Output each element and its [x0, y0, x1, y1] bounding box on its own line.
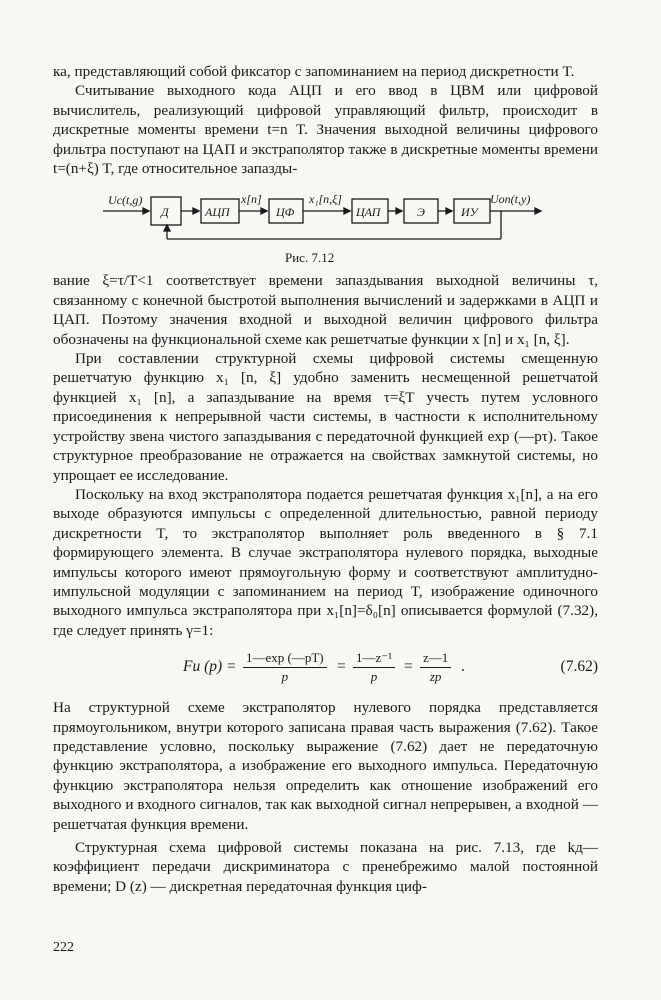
formula-lhs: Fи (p) = — [183, 658, 237, 676]
block-dac-label: ЦАП — [356, 205, 381, 220]
formula-frac-3: $\frac{z—1}{zp}$ — [420, 649, 451, 686]
block-diagram — [53, 181, 598, 269]
formula-7-62: Fи (p) = $\frac{1—\exp (—pT)}{p}$ = $\frac{\text{1—z⁻¹}}{p}$ = $\frac{z—1}{zp}$ . (7.62) — [183, 650, 598, 685]
figure-caption: Рис. 7.12 — [285, 250, 335, 266]
block-d-label: Д — [161, 205, 169, 220]
block-e-label: Э — [417, 205, 425, 220]
block-cf-label: ЦФ — [276, 205, 295, 220]
page-number: 222 — [53, 940, 74, 955]
paragraph-1: Считывание выходного кода АЦП и его ввод в ЦВМ или цифровой вычислитель, реализующий цифровой управляющий фильтр, происходит в дискретные моменты времени t=n T. Значения выходной величины цифрового фильтра поступают на ЦАП и экстраполятор также в дискретные моменты времени t=(n+ξ) T, где относительное запазды- — [53, 82, 598, 178]
output-label: Uоп(t,y) — [490, 192, 531, 207]
paragraph-5: На структурной схеме экстраполятор нулевого порядка представляется прямоугольником, внутри которого записана правая часть выражения (7.62). Такое представление условно, поскольку выражение (7.62) дает не передаточную функцию экстраполятора, а изображение его выходного импульса. Передаточную функцию экстраполятора нельзя определить как отношение изображений его выходного и входного сигналов, так как выходной сигнал непрерывен, а входной — решетчатая функция времени. — [53, 699, 598, 833]
formula-number: (7.62) — [560, 658, 598, 676]
figure-block-diagram — [53, 181, 598, 269]
paragraph-0: ка, представляющий собой фиксатор с запоминанием на период дискретности T. — [53, 63, 575, 80]
formula-frac-1: $\frac{1—\exp (—pT)}{p}$ — [243, 649, 327, 686]
input-label: Uc(t,g) — [108, 193, 143, 208]
input-arrow — [143, 208, 149, 214]
page-body — [53, 62, 598, 896]
formula-frac-2: $\frac{\text{1—z⁻¹}}{p}$ — [353, 649, 395, 686]
block-adc-label: АЦП — [205, 205, 230, 220]
block-iu-label: ИУ — [461, 205, 478, 220]
signal-x1-label: x₁[n,ξ] — [309, 192, 342, 207]
paragraph-4: Поскольку на вход экстраполятора подается решетчатая функция x₁[n], а на его выходе образуются импульсы с определенной длительностью, равной периоду дискретности T, то экстраполятор выполняет роль введенного в § 7.1 формирующего элемента. В случае экстраполятора нулевого порядка, выходные импульсы которого имеют прямоугольную форму и соответствуют амплитудно-импульсной модуляции с запоминанием на период T, изображение одиночного выходного импульса экстраполятора при x₁[n]=δ₀[n] описывается формулой (7.32), где следует принять γ=1: — [53, 485, 598, 639]
paragraph-2: вание ξ=τ/T<1 соответствует времени запаздывания выходной величины τ, связанному с конечной быстротой выполнения вычислений и задержками в АЦП и ЦАП. Поэтому значения входной и выходной величин цифрового фильтра обозначены на функциональной схеме как решетчатые функции x [n] и x₁ [n, ξ]. — [53, 272, 598, 348]
paragraph-3: При составлении структурной схемы цифровой системы смещенную решетчатую функцию x₁ [n, ξ] удобно заменить несмещенной решетчатой функцией x₁ [n], а запаздывание на время τ=ξT учесть путем условного присоединения к непрерывной части системы, в частности к исполнительному устройству звена чистого запаздывания с передаточной функцией exp (—pτ). Такое структурное преобразование не отражается на свойствах замкнутой системы, но упрощает ее исследование. — [53, 350, 598, 484]
signal-x-label: x[n] — [241, 192, 262, 207]
paragraph-6: Структурная схема цифровой системы показана на рис. 7.13, где kд— коэффициент передачи дискриминатора с пренебрежимо малой постоянной времени; D (z) — дискретная передаточная функция циф- — [53, 839, 598, 895]
